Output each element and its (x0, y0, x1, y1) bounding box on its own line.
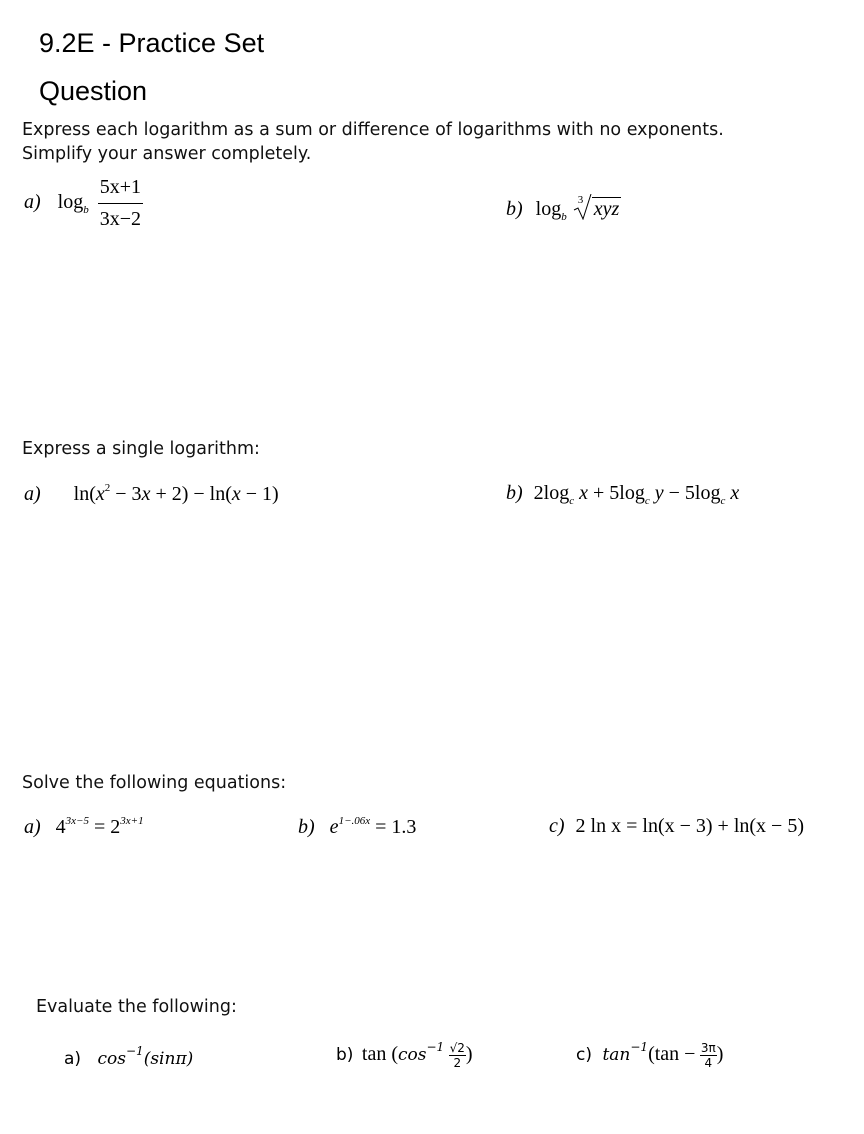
coefficient: 2 (533, 482, 544, 504)
var-x: x (95, 483, 105, 505)
fraction (449, 1042, 466, 1069)
problem-label: c) (576, 1045, 592, 1065)
function: cos (97, 1049, 126, 1069)
fraction-numerator: √2 (449, 1041, 465, 1056)
inverse-exponent: −1 (630, 1040, 649, 1054)
function: tan (602, 1045, 631, 1065)
function: cos (397, 1045, 427, 1065)
fraction-denominator: 2 (453, 1056, 462, 1071)
right-hand-side: = 1.3 (370, 816, 417, 838)
expr-part: − 3 (110, 483, 142, 505)
section2-instruction: Express a single logarithm: (22, 439, 260, 459)
section1-instruction-line1: Express each logarithm as a sum or difference of logarithms with no exponents. (22, 120, 724, 140)
problem-4b (336, 1040, 473, 1069)
problem-1a (24, 176, 143, 231)
base: 4 (55, 816, 66, 838)
section1-instruction-line2: Simplify your answer completely. (22, 144, 312, 164)
radicand: xyz (593, 198, 620, 220)
log-base: c (720, 495, 726, 507)
fraction-denominator: 3x−2 (99, 208, 142, 230)
var-y: y (654, 482, 664, 504)
tan-function: tan ( (361, 1043, 398, 1065)
var-x: x (730, 482, 740, 504)
tan-open: (tan − (648, 1043, 696, 1065)
log-function: log (543, 482, 570, 504)
inverse-exponent: −1 (426, 1040, 445, 1054)
page-title: 9.2E - Practice Set (39, 28, 265, 58)
problem-2a (24, 482, 279, 506)
log-base: c (644, 495, 650, 507)
exponent: 3x+1 (120, 815, 144, 827)
fraction-numerator: 3π (700, 1041, 716, 1056)
fraction-numerator: 5x+1 (98, 176, 143, 204)
equals: = (88, 816, 111, 838)
base: 2 (110, 816, 121, 838)
problem-label: b) (506, 482, 523, 504)
log-function: log (694, 482, 721, 504)
close-paren: ) (716, 1043, 724, 1065)
problem-label: b) (298, 816, 315, 838)
cube-root (572, 194, 622, 221)
close-paren: ) (465, 1043, 473, 1065)
exponent: 2 (104, 482, 111, 494)
problem-3b (298, 815, 416, 839)
log-base: b (83, 204, 89, 217)
equation: 2 ln x = ln(x − 3) + ln(x − 5) (575, 815, 804, 837)
var-x: x (141, 483, 151, 505)
problem-label: a) (24, 191, 41, 214)
expr-part: + 2) − ln( (150, 483, 232, 505)
problem-3a (24, 815, 144, 839)
fraction (98, 176, 143, 231)
problem-4c (576, 1040, 723, 1069)
exponent: 3x−5 (65, 815, 89, 827)
log-function: log (57, 191, 84, 214)
problem-label: c) (549, 815, 565, 837)
var-x: x (579, 482, 589, 504)
var-x: x (231, 483, 241, 505)
problem-label: a) (24, 483, 41, 505)
coefficient: + 5 (588, 482, 620, 504)
log-base: b (561, 211, 567, 223)
exponent: 1−.06x (338, 815, 371, 827)
problem-label: a) (64, 1049, 82, 1069)
coefficient: − 5 (663, 482, 695, 504)
log-base: c (569, 495, 575, 507)
problem-4a (64, 1044, 193, 1069)
base-e: e (329, 816, 339, 838)
question-heading: Question (39, 76, 148, 106)
root-index: 3 (577, 194, 584, 206)
problem-label: a) (24, 816, 41, 838)
fraction-denominator: 4 (704, 1056, 713, 1071)
problem-3c (549, 815, 804, 838)
argument: (sinπ) (143, 1049, 194, 1069)
expr-part: ln( (73, 483, 96, 505)
problem-label: b) (506, 198, 523, 220)
fraction (700, 1042, 717, 1069)
log-function: log (619, 482, 645, 504)
problem-label: b) (336, 1045, 354, 1065)
problem-2b (506, 482, 739, 507)
expr-part: − 1) (240, 483, 279, 505)
inverse-exponent: −1 (126, 1044, 144, 1058)
section4-instruction: Evaluate the following: (36, 997, 237, 1017)
section3-instruction: Solve the following equations: (22, 773, 287, 793)
problem-1b (506, 194, 621, 223)
log-function: log (535, 198, 562, 220)
